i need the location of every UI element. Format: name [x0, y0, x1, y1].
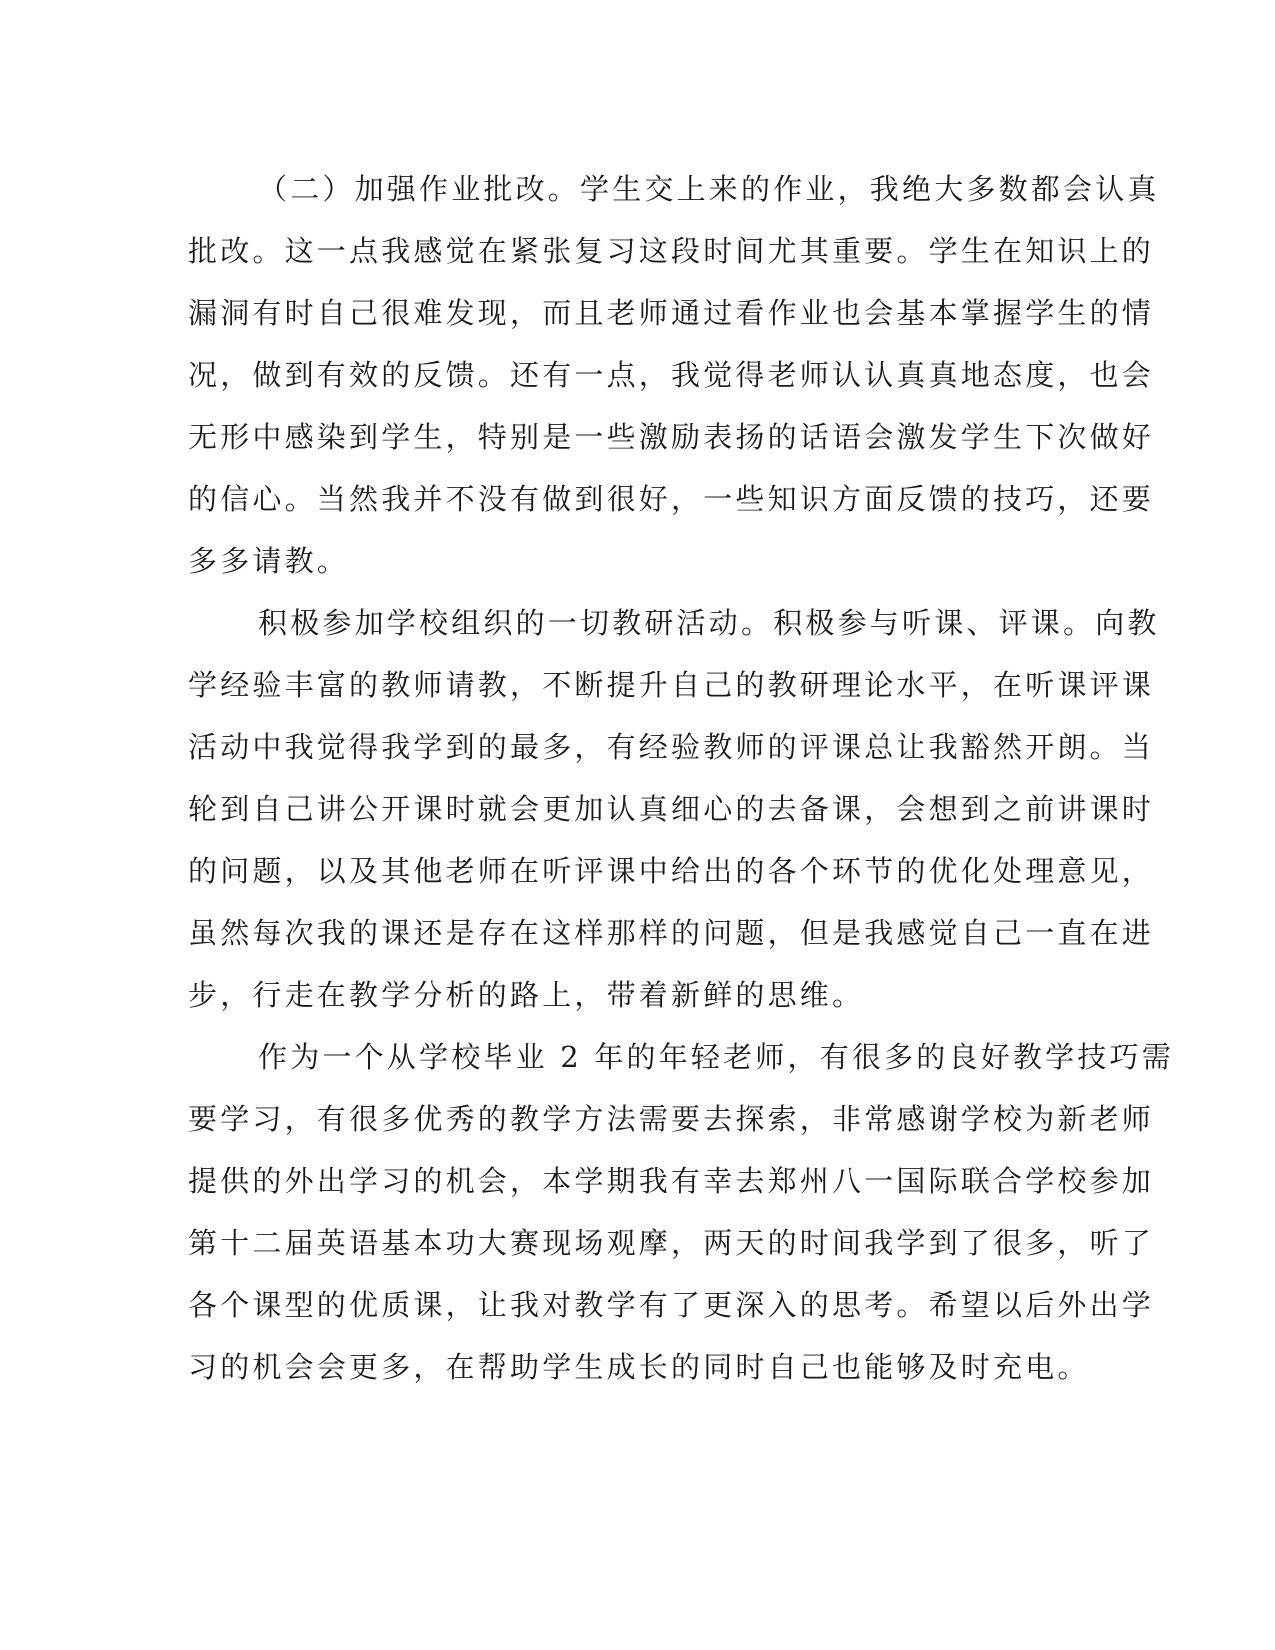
text-line: 要学习，有很多优秀的教学方法需要去探索，非常感谢学校为新老师	[188, 1102, 1155, 1136]
text-line: 步，行走在教学分析的路上，带着新鲜的思维。	[188, 978, 865, 1012]
text-line: 提供的外出学习的机会，本学期我有幸去郑州八一国际联合学校参加	[188, 1164, 1155, 1198]
text-line: 况，做到有效的反馈。还有一点，我觉得老师认认真真地态度，也会	[188, 358, 1155, 392]
text-line: 学经验丰富的教师请教，不断提升自己的教研理论水平，在听课评课	[188, 668, 1155, 702]
paragraph-homework-correction	[188, 158, 1160, 592]
text-line: 的问题，以及其他老师在听评课中给出的各个环节的优化处理意见，	[188, 854, 1155, 888]
text-line: 各个课型的优质课，让我对教学有了更深入的思考。希望以后外出学	[188, 1288, 1155, 1322]
text-line: 第十二届英语基本功大赛现场观摩，两天的时间我学到了很多，听了	[188, 1226, 1155, 1260]
document-body	[188, 158, 1174, 1398]
text-line: 批改。这一点我感觉在紧张复习这段时间尤其重要。学生在知识上的	[188, 234, 1155, 268]
text-line: 作为一个从学校毕业 2 年的年轻老师，有很多的良好教学技巧需	[258, 1040, 1174, 1074]
paragraph-external-learning	[188, 1026, 1174, 1398]
text-line: 漏洞有时自己很难发现，而且老师通过看作业也会基本掌握学生的情	[188, 296, 1155, 330]
text-line: （二）加强作业批改。学生交上来的作业，我绝大多数都会认真	[258, 172, 1160, 206]
text-line: 虽然每次我的课还是存在这样那样的问题，但是我感觉自己一直在进	[188, 916, 1155, 950]
paragraph-teaching-research	[188, 592, 1160, 1026]
text-line: 活动中我觉得我学到的最多，有经验教师的评课总让我豁然开朗。当	[188, 730, 1155, 764]
text-line: 轮到自己讲公开课时就会更加认真细心的去备课，会想到之前讲课时	[188, 792, 1155, 826]
text-line: 习的机会会更多，在帮助学生成长的同时自己也能够及时充电。	[188, 1350, 1090, 1384]
text-line: 积极参加学校组织的一切教研活动。积极参与听课、评课。向教	[258, 606, 1160, 640]
text-line: 的信心。当然我并不没有做到很好，一些知识方面反馈的技巧，还要	[188, 482, 1155, 516]
text-line: 无形中感染到学生，特别是一些激励表扬的话语会激发学生下次做好	[188, 420, 1155, 454]
text-line: 多多请教。	[188, 544, 350, 578]
